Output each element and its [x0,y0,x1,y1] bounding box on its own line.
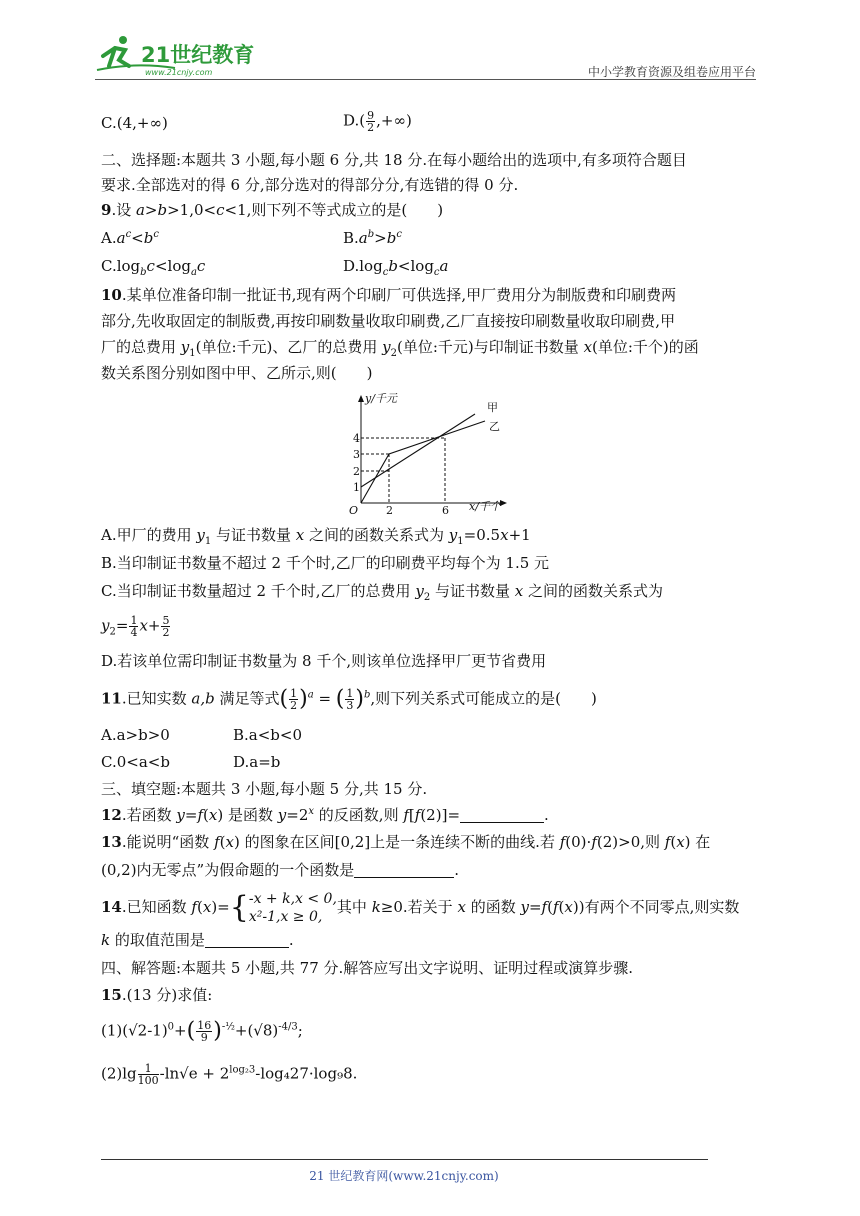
q10-option-c-line1: C.当印制证书数量超过 2 千个时,乙厂的总费用 $y_2$ 与证书数量 x 之间的函数关系式为 [101,582,663,603]
q8-option-c: C.(4,+∞) [101,114,168,132]
q13-line2: (0,2)内无零点”为假命题的一个函数是 . [101,861,460,879]
y-tick-1: 1 [353,481,360,494]
series-label-yi: 乙 [489,420,500,433]
q9-option-b: $B.a^b>b^c$ [343,229,402,247]
y-tick-4: 4 [353,432,360,445]
q13-line1: 13.能说明“函数 f(x) 的图象在区间[0,2]上是一条连续不断的曲线.若 f(0)·f(2)>0,则 f(x) 在 [101,833,711,851]
header-platform-text: 中小学教育资源及组卷应用平台 [587,65,756,79]
q11-stem: 11.已知实数 a,b 满足等式( $\frac{1}{2}$ )$^a$ = ( $\frac{1}{3}$ )$^b$,则下列关系式可能成立的是( ) [101,686,597,712]
q15-stem: 15.(13 分)求值: [101,986,213,1004]
q10-line1: 10.某单位准备印制一批证书,现有两个印刷厂可供选择,甲厂费用分为制版费和印刷费两 [101,286,677,304]
q10-option-b: B.当印制证书数量不超过 2 千个时,乙厂的印刷费平均每个为 1.5 元 [101,554,550,572]
q11-option-b: B.a<b<0 [233,726,303,744]
q10-option-a: A.甲厂的费用 $y_1$ 与证书数量 x 之间的函数关系式为 $y_1=0.5x+1$ [101,526,531,547]
q9-option-c: $C.\log_bc<\log_ac$ [101,257,206,278]
header-divider [95,79,756,80]
q10-line3: 厂的总费用 $y_1$(单位:千元)、乙厂的总费用 $y_2$(单位:千元)与印制证书数量 x(单位:千个)的函 [101,338,699,359]
q11-option-d: D.a=b [233,753,281,771]
q12-stem: 12.若函数 y=f(x) 是函数 $y=2^x$ 的反函数,则 f[f(2)]= . [101,806,549,824]
q11-option-a: A.a>b>0 [101,726,170,744]
q8-option-d: D.( $\frac{9}{2}$ ,+∞) [343,109,412,134]
series-label-jia: 甲 [487,401,498,414]
q15-part1: $(1)(√2-1)^0+$( $\frac{16}{9}$ )$^{-\frac{1}{2}}+(√8)^{-4/3}$; [101,1018,303,1044]
section2-line1: 二、选择题:本题共 3 小题,每小题 6 分,共 18 分.在每小题给出的选项中,有多项符合题目 [101,151,687,169]
x-tick-2: 2 [386,504,393,515]
q9-option-d: $D.\log_cb<\log_ca$ [343,257,449,278]
y-axis-arrow [358,395,364,402]
q14-case2: x²-1,x ≥ 0, [248,909,323,925]
q10-line2: 部分,先收取固定的制版费,再按印刷数量收取印刷费,乙厂直接按印刷数量收取印刷费,甲 [101,312,676,330]
q9-option-a: $A.a^c<b^c$ [101,229,159,247]
x-axis-label: x/千个 [469,500,501,513]
footer-text: 21 世纪教育网(www.21cnjy.com) [309,1169,499,1183]
q10-option-c-line2: $y_2=$ $\frac{1}{4}$ x+ $\frac{5}{2}$ [101,614,170,639]
q11-option-c: C.0<a<b [101,753,170,771]
q10-line4: 数关系图分别如图中甲、乙所示,则( ) [101,364,373,382]
q10-option-d: D.若该单位需印制证书数量为 8 千个,则该单位选择甲厂更节省费用 [101,652,547,670]
q13-answer-blank[interactable] [354,863,454,878]
section3-heading: 三、填空题:本题共 3 小题,每小题 5 分,共 15 分. [101,780,428,798]
y-tick-2: 2 [353,465,360,478]
y-axis-label: y/千元 [365,393,397,405]
x-tick-6: 6 [442,504,449,515]
series-jia-line [361,414,475,487]
series-yi-line [361,421,485,503]
q9-stem: 9.设 a>b>1,0<c<1,则下列不等式成立的是( ) [101,201,444,219]
section4-heading: 四、解答题:本题共 5 小题,共 77 分.解答应写出文字说明、证明过程或演算步骤. [101,959,634,977]
q15-part2: (2)lg $\frac{1}{100}$ $-\ln√e + 2^{log_23}-\log_427\cdot\log_98$. [101,1062,358,1087]
q14-line2: k 的取值范围是 . [101,931,294,949]
section2-line2: 要求.全部选对的得 6 分,部分选对的得部分分,有选错的得 0 分. [101,176,519,194]
x-axis-arrow [500,500,507,506]
origin-label: O [349,504,359,515]
logo-text: 21世纪教育 [141,43,255,67]
q14-line1: 14.已知函数 f(x)={ -x + k,x < 0, x²-1,x ≥ 0, 其中 k≥0.若关于 x 的函数 y=f(f(x))有两个不同零点,则实数 [101,890,740,925]
q14-answer-blank[interactable] [205,933,289,948]
site-logo [95,34,260,78]
cost-graph [335,393,515,515]
logo-url: www.21cnjy.com [145,68,213,77]
q12-answer-blank[interactable] [460,808,544,823]
y-tick-3: 3 [353,448,360,461]
footer-divider [101,1159,708,1160]
q14-case1: -x + k,x < 0, [248,891,337,907]
